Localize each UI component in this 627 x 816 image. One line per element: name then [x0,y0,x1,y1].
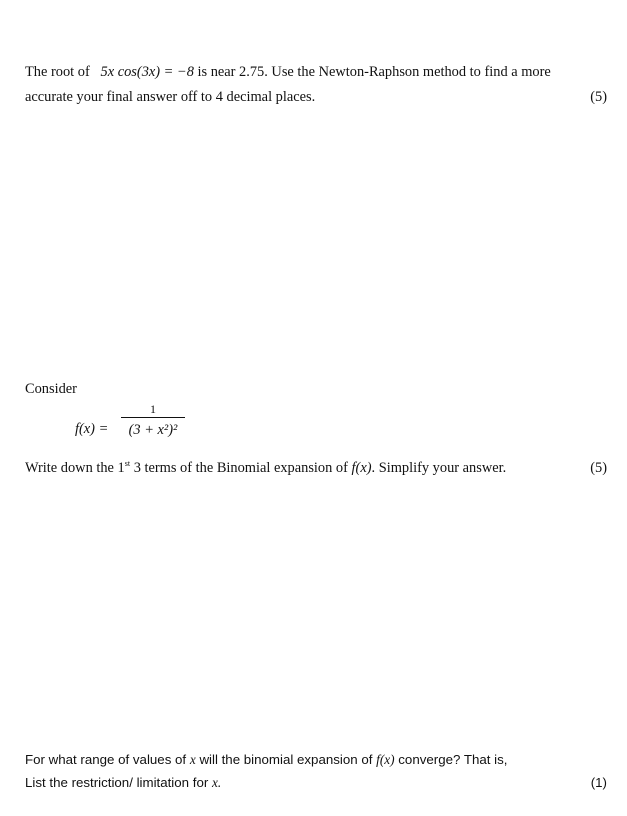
q3-text-c: converge? That is, [398,752,508,767]
q1-marks: (5) [590,89,607,105]
q3-var-x-2: x. [211,775,222,790]
q1-line-1 [25,63,607,82]
q2-denominator: (3 + x²)² [128,422,178,438]
q2-formula [25,401,607,459]
q3-line-2 [25,771,607,794]
question-1 [25,63,607,107]
q2-function-label: f(x) = [75,421,109,437]
q2-instruction [25,459,607,478]
q3-line-1 [25,748,607,771]
q2-fx-inline: f(x) [351,460,372,476]
q2-text-b: 3 terms of the Binomial expansion of [133,460,348,476]
question-3 [25,748,607,794]
q3-text-d: List the restriction/ limitation for [25,775,209,790]
q2-fraction [121,401,185,440]
q2-text-a: Write down the 1 [25,460,125,476]
q3-text-a: For what range of values of [25,752,187,767]
q3-var-x: x [189,752,196,767]
q2-marks: (5) [590,460,607,476]
q1-line-2 [25,88,607,107]
q1-equation: 5x cos(3x) = −8 [100,64,194,80]
q3-text-b: will the binomial expansion of [199,752,373,767]
q2-superscript: st [124,459,131,469]
q1-text-a: The root of [25,64,90,80]
q2-numerator: 1 [150,402,156,416]
q1-text-b: is near 2.75. Use the Newton-Raphson method to find a more [197,64,551,80]
q3-marks: (1) [590,775,607,790]
q3-fx-inline: f(x) [376,752,395,767]
q2-consider: Consider [25,381,77,397]
fraction-bar [121,417,185,418]
question-2 [25,380,607,478]
q2-text-c: . Simplify your answer. [371,460,507,476]
q1-text-c: accurate your final answer off to 4 decimal places. [25,89,316,105]
